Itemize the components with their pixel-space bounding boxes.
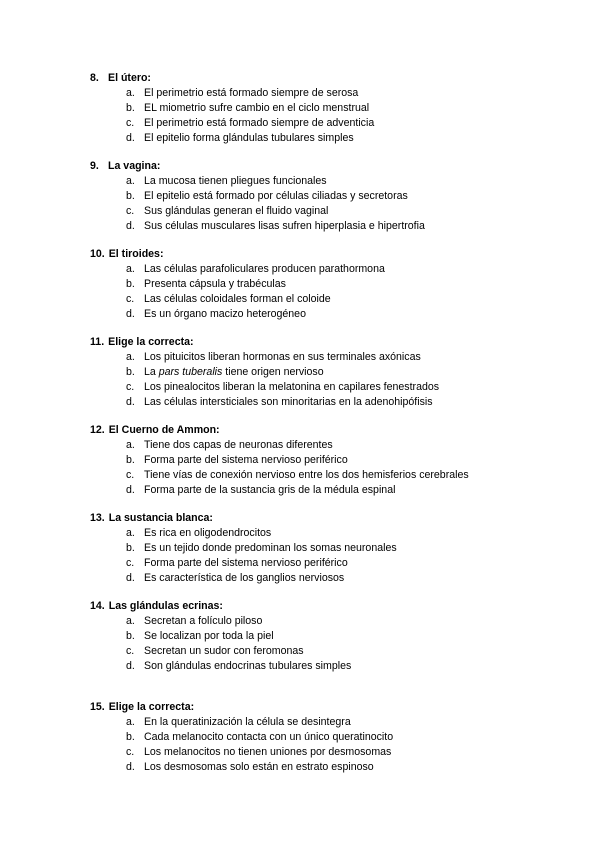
option-text: Se localizan por toda la piel [144,630,274,642]
option-text-italic: pars tuberalis [158,366,223,378]
question-9 [90,159,590,234]
option-letter: b. [126,542,135,554]
option-item [90,571,590,586]
option-item [90,715,590,730]
option-item [90,614,590,629]
option-item [90,395,590,410]
question-number: 14. [90,600,105,612]
option-item [90,541,590,556]
option-item [90,556,590,571]
question-14 [90,599,590,674]
option-letter: c. [126,381,135,393]
option-item [90,277,590,292]
option-list [90,614,590,674]
option-text: Tiene dos capas de neuronas diferentes [144,439,333,451]
question-12 [90,423,590,498]
question-title: La sustancia blanca: [108,512,213,524]
option-text: Es característica de los ganglios nerviosos [144,572,345,584]
option-item [90,526,590,541]
option-item [90,730,590,745]
option-text: Forma parte de la sustancia gris de la médula espinal [144,484,396,496]
question-number: 11. [90,336,105,348]
question-8 [90,71,590,146]
option-item [90,174,590,189]
option-letter: c. [126,205,135,217]
option-text: Las células intersticiales son minoritarias en la adenohipófisis [144,396,433,408]
option-letter: b. [126,454,135,466]
option-text: Forma parte del sistema nervioso periférico [144,557,348,569]
question-13 [90,511,590,586]
option-text: Sus células musculares lisas sufren hiperplasia e hipertrofia [144,220,425,232]
option-letter: b. [126,366,135,378]
option-letter: c. [126,645,135,657]
question-title: El tiroides: [108,248,164,260]
option-text: La mucosa tienen pliegues funcionales [144,175,327,187]
option-text-after: tiene origen nervioso [222,366,324,378]
option-text: El perimetrio está formado siempre de serosa [144,87,359,99]
option-letter: c. [126,469,135,481]
option-letter: c. [126,746,135,758]
option-text: Presenta cápsula y trabéculas [144,278,286,290]
question-15 [90,700,590,775]
option-text: Forma parte del sistema nervioso periférico [144,454,348,466]
option-list [90,86,590,146]
option-item [90,629,590,644]
question-heading [90,159,590,174]
option-item [90,483,590,498]
option-item [90,116,590,131]
question-title: La vagina: [108,160,161,172]
option-letter: b. [126,278,135,290]
option-text: Es un tejido donde predominan los somas neuronales [144,542,397,554]
option-item [90,219,590,234]
option-letter: c. [126,557,135,569]
option-item [90,292,590,307]
option-item [90,760,590,775]
question-title: Las glándulas ecrinas: [108,600,223,612]
question-number: 12. [90,424,105,436]
question-number: 10. [90,248,105,260]
option-text: Las células coloidales forman el coloide [144,293,331,305]
option-letter: a. [126,351,135,363]
option-list [90,174,590,234]
option-text: Secretan un sudor con feromonas [144,645,304,657]
option-item [90,204,590,219]
option-letter: d. [126,308,135,320]
option-text: En la queratinización la célula se desintegra [144,716,351,728]
question-heading [90,247,590,262]
option-letter: a. [126,716,135,728]
option-text: Tiene vías de conexión nervioso entre los dos hemisferios cerebrales [144,469,469,481]
question-11 [90,335,590,410]
option-list [90,262,590,322]
option-list [90,350,590,410]
option-text: El epitelio está formado por células ciliadas y secretoras [144,190,408,202]
option-item [90,101,590,116]
option-letter: a. [126,615,135,627]
option-text: Cada melanocito contacta con un único queratinocito [144,731,394,743]
option-list [90,438,590,498]
option-item [90,380,590,395]
option-text: Las células parafoliculares producen parathormona [144,263,385,275]
option-text: Es un órgano macizo heterogéneo [144,308,306,320]
option-letter: a. [126,439,135,451]
option-letter: b. [126,630,135,642]
question-number: 9. [90,160,99,172]
option-letter: d. [126,572,135,584]
option-list [90,715,590,775]
option-item [90,644,590,659]
option-text: Secretan a folículo piloso [144,615,263,627]
question-title: Elige la correcta: [108,701,195,713]
option-item [90,350,590,365]
question-heading [90,599,590,614]
option-text: Los pinealocitos liberan la melatonina en capilares fenestrados [144,381,440,393]
option-letter: a. [126,263,135,275]
question-number: 15. [90,701,105,713]
option-text: Sus glándulas generan el fluido vaginal [144,205,329,217]
option-list [90,526,590,586]
option-text-before: La [144,366,159,378]
option-letter: c. [126,293,135,305]
question-heading [90,71,590,86]
option-item [90,262,590,277]
option-item [90,468,590,483]
option-letter: a. [126,175,135,187]
option-text: Es rica en oligodendrocitos [144,527,272,539]
option-letter: b. [126,190,135,202]
question-title: El Cuerno de Ammon: [108,424,220,436]
option-letter: d. [126,660,135,672]
option-letter: d. [126,396,135,408]
option-item [90,86,590,101]
question-title: Elige la correcta: [108,336,194,348]
option-letter: a. [126,527,135,539]
option-item [90,189,590,204]
option-letter: b. [126,731,135,743]
option-item [90,307,590,322]
option-letter: a. [126,87,135,99]
option-text: Son glándulas endocrinas tubulares simples [144,660,352,672]
option-item [90,453,590,468]
question-number: 8. [90,72,99,84]
option-item [90,365,590,380]
option-text: El epitelio forma glándulas tubulares simples [144,132,354,144]
question-10 [90,247,590,322]
option-text: EL miometrio sufre cambio en el ciclo menstrual [144,102,370,114]
option-letter: d. [126,484,135,496]
option-item [90,745,590,760]
question-heading [90,335,590,350]
option-item [90,659,590,674]
option-letter: b. [126,102,135,114]
option-letter: d. [126,761,135,773]
option-text: El perimetrio está formado siempre de adventicia [144,117,375,129]
question-title: El útero: [108,72,151,84]
question-heading [90,423,590,438]
question-heading [90,511,590,526]
question-number: 13. [90,512,105,524]
question-heading [90,700,590,715]
option-text: Los melanocitos no tienen uniones por desmosomas [144,746,392,758]
option-text: Los pituicitos liberan hormonas en sus terminales axónicas [144,351,421,363]
option-letter: d. [126,132,135,144]
option-item [90,438,590,453]
option-letter: c. [126,117,135,129]
option-text: Los desmosomas solo están en estrato espinoso [144,761,374,773]
option-letter: d. [126,220,135,232]
option-item [90,131,590,146]
